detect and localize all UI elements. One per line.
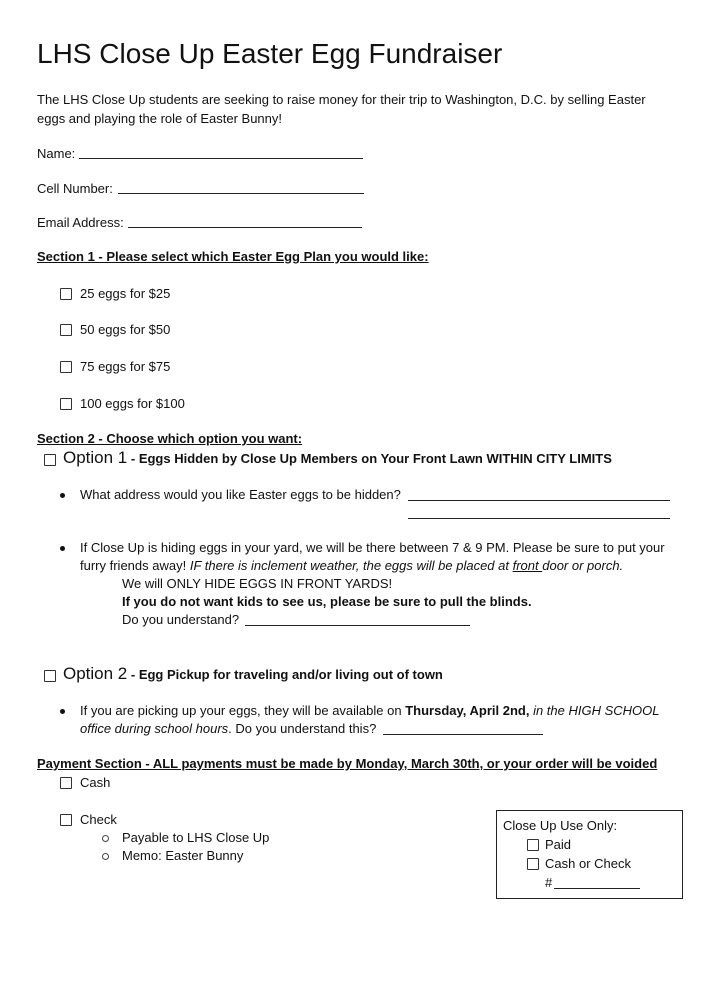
option2-title xyxy=(63,663,443,686)
address-field-line-1[interactable] xyxy=(408,500,670,501)
paid-label: Paid xyxy=(545,837,572,852)
bullet-icon xyxy=(60,493,65,498)
check-payable: Payable to LHS Close Up xyxy=(122,830,270,845)
page-title: LHS Close Up Easter Egg Fundraiser xyxy=(37,38,503,69)
pickup-location: in the HIGH SCHOOL xyxy=(529,703,660,718)
paid-checkbox[interactable] xyxy=(527,839,539,851)
option1-label: Option 1 xyxy=(63,448,128,467)
info-text: furry friends away! xyxy=(80,558,190,573)
cash-or-check-checkbox[interactable] xyxy=(527,858,539,870)
email-label: Email Address: xyxy=(37,215,124,230)
front-word: front xyxy=(512,558,543,573)
cell-field[interactable] xyxy=(118,193,364,194)
name-label: Name: xyxy=(37,146,76,161)
option1-title xyxy=(63,447,612,470)
intro-line-2: eggs and playing the role of Easter Bunny! xyxy=(37,111,282,126)
check-label: Check xyxy=(80,812,117,827)
office-use-title: Close Up Use Only: xyxy=(503,818,618,833)
name-field[interactable] xyxy=(79,158,363,159)
bullet-icon xyxy=(60,546,65,551)
check-number-field[interactable] xyxy=(554,888,640,889)
understand-question: Do you understand? xyxy=(122,612,240,627)
section1-heading: Section 1 - Please select which Easter Egg Plan you would like: xyxy=(37,249,429,264)
cash-or-check-label: Cash or Check xyxy=(545,856,631,871)
circle-bullet-icon xyxy=(102,853,109,860)
plan-50-label: 50 eggs for $50 xyxy=(80,322,171,337)
address-field-line-2[interactable] xyxy=(408,518,670,519)
plan-100-checkbox[interactable] xyxy=(60,398,72,410)
pickup-understand-field[interactable] xyxy=(383,734,543,735)
cell-label: Cell Number: xyxy=(37,181,113,196)
hiding-info-line-2 xyxy=(80,557,623,575)
check-number-label: # xyxy=(545,875,553,890)
plan-25-checkbox[interactable] xyxy=(60,288,72,300)
pickup-text: If you are picking up your eggs, they will be available on xyxy=(80,703,406,718)
intro-line-1: The LHS Close Up students are seeking to raise money for their trip to Washington, D.C. by selling Easter xyxy=(37,92,646,107)
pickup-info-line-1 xyxy=(80,702,660,720)
pickup-question: . Do you understand this? xyxy=(228,721,377,736)
plan-50-checkbox[interactable] xyxy=(60,324,72,336)
hiding-info-line-1: If Close Up is hiding eggs in your yard, we will be there between 7 & 9 PM. Please be sure to put your xyxy=(80,540,665,555)
weather-note-end: door or porch. xyxy=(542,558,624,573)
address-question: What address would you like Easter eggs to be hidden? xyxy=(80,487,401,502)
email-field[interactable] xyxy=(128,227,362,228)
option1-checkbox[interactable] xyxy=(44,454,56,466)
check-memo: Memo: Easter Bunny xyxy=(122,848,244,863)
pickup-date: Thursday, April 2nd, xyxy=(405,703,530,718)
option2-label: Option 2 xyxy=(63,664,128,683)
option2-desc: - Egg Pickup for traveling and/or living out of town xyxy=(127,667,443,682)
bullet-icon xyxy=(60,709,65,714)
option1-desc: - Eggs Hidden by Close Up Members on Your Front Lawn WITHIN CITY LIMITS xyxy=(127,451,612,466)
plan-25-label: 25 eggs for $25 xyxy=(80,286,171,301)
pickup-info-line-2 xyxy=(80,720,376,738)
plan-100-label: 100 eggs for $100 xyxy=(80,396,185,411)
understand-field[interactable] xyxy=(245,625,470,626)
cash-checkbox[interactable] xyxy=(60,777,72,789)
weather-note: IF there is inclement weather, the eggs will be placed at xyxy=(189,558,513,573)
blinds-note: If you do not want kids to see us, please be sure to pull the blinds. xyxy=(122,594,532,609)
plan-75-label: 75 eggs for $75 xyxy=(80,359,171,374)
check-checkbox[interactable] xyxy=(60,814,72,826)
plan-75-checkbox[interactable] xyxy=(60,361,72,373)
section2-heading: Section 2 - Choose which option you want: xyxy=(37,431,303,446)
pickup-hours: office during school hours xyxy=(80,721,229,736)
payment-heading: Payment Section - ALL payments must be made by Monday, March 30th, or your order will be voided xyxy=(37,756,658,771)
option2-checkbox[interactable] xyxy=(44,670,56,682)
cash-label: Cash xyxy=(80,775,111,790)
front-yards-note: We will ONLY HIDE EGGS IN FRONT YARDS! xyxy=(122,576,393,591)
circle-bullet-icon xyxy=(102,835,109,842)
